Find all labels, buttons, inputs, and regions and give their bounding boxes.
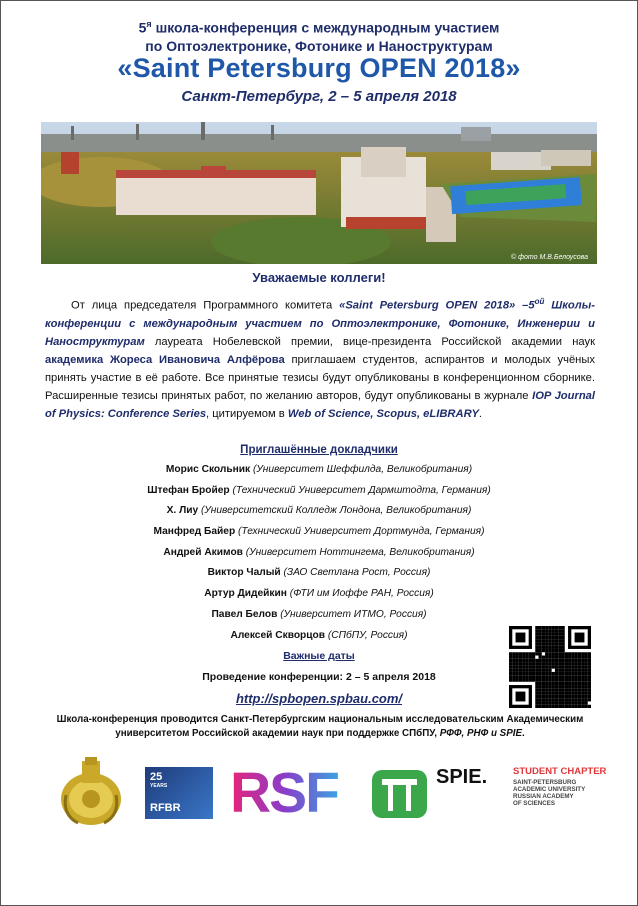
journal-name: IOP Journal of Physics: Conference Series (45, 389, 595, 420)
academy-emblem-icon (58, 755, 124, 832)
qr-code (509, 626, 591, 708)
photo-credit: © фото М.В.Белоусова (511, 254, 589, 261)
speaker-item: Андрей Акимов (Университет Ноттингема, Великобритания) (163, 546, 475, 558)
campus-photo (41, 122, 597, 264)
speaker-item: Х. Лиу (Университетский Колледж Лондона, Великобритания) (166, 505, 472, 517)
laureate-name: академика Жореса Ивановича Алфёрова (45, 353, 285, 366)
sponsor-logos (0, 755, 638, 830)
intro-paragraph: От лица председателя Программного комитета «Saint Petersburg OPEN 2018» $-5^{ой}$ Школы-конференции с международным участием по Оптоэлектронике, Фотонике, Инженерии и Наноструктурам лауреата Нобелевской премии, вице-президента Российской академии наук академика Жореса Ивановича Алфёрова приглашаем студентов, аспирантов и молодых учёных принять участие в её работе. Все принятые тезисы будут опубликованы в конференционном сборнике. Расширенные тезисы принятых работ, по желанию авторов, будут опубликованы в журнале IOP Journal of Physics: Conference Series, цитируемом в Web of Science, Scopus, eLIBRARY. (45, 297, 595, 420)
header-subtitle: $5^я$ школа-конференция с международным участием по Оптоэлектронике, Фотонике и Наноструктурам (138, 19, 500, 54)
speaker-item: Манфред Байер (Технический Университет Дортмунда, Германия) (153, 526, 485, 538)
speaker-list (0, 460, 638, 646)
conference-title: «Saint Petersburg OPEN 2018» (117, 53, 521, 83)
speaker-item: Артур Дидейкин (ФТИ им Иоффе РАН, Россия) (204, 588, 434, 600)
speaker-item: Павел Белов (Университет ИТМО, Россия) (211, 608, 427, 620)
greeting: Уважаемые коллеги! (252, 270, 386, 285)
rff-logo-icon (372, 770, 427, 818)
speaker-item: Виктор Чалый (ЗАО Светлана Рост, Россия) (207, 567, 431, 579)
conference-dates: Проведение конференции: 2 – 5 апреля 2018 (202, 671, 436, 683)
index-list: Web of Science, Scopus, eLIBRARY (287, 407, 479, 420)
speaker-item: Морис Скольник (Университет Шеффилда, Великобритания) (165, 464, 473, 475)
conference-name: «Saint Petersburg OPEN 2018» (339, 299, 516, 312)
spie-logo: SPIE. (436, 766, 488, 788)
dates-heading: Важные даты (283, 650, 355, 662)
speakers-heading: Приглашённые докладчики (240, 444, 398, 456)
website-link[interactable]: http://spbopen.spbau.com/ (235, 691, 403, 706)
speaker-item: Штефан Бройер (Технический Университет Дармштодта, Германия) (147, 484, 491, 496)
rsf-logo: RSF (230, 761, 338, 825)
student-chapter-label: STUDENT CHAPTER SAINT-PETERSBURG ACADEMIC UNIVERSITY RUSSIAN ACADEMY OF SCIENCES (513, 766, 607, 807)
conference-date: Санкт-Петербург, 2 – 5 апреля 2018 (181, 88, 457, 105)
speaker-item: Алексей Скворцов (СПбПУ, Россия) (230, 629, 408, 641)
rfbr-logo: 25 YEARS RFBR (145, 767, 213, 819)
organizer-note: Школа-конференция проводится Санкт-Петербургским национальным исследовательским Академическим университетом Российской академии наук при поддержке СПбПУ, РФФ, РНФ и SPIE. (56, 714, 584, 739)
